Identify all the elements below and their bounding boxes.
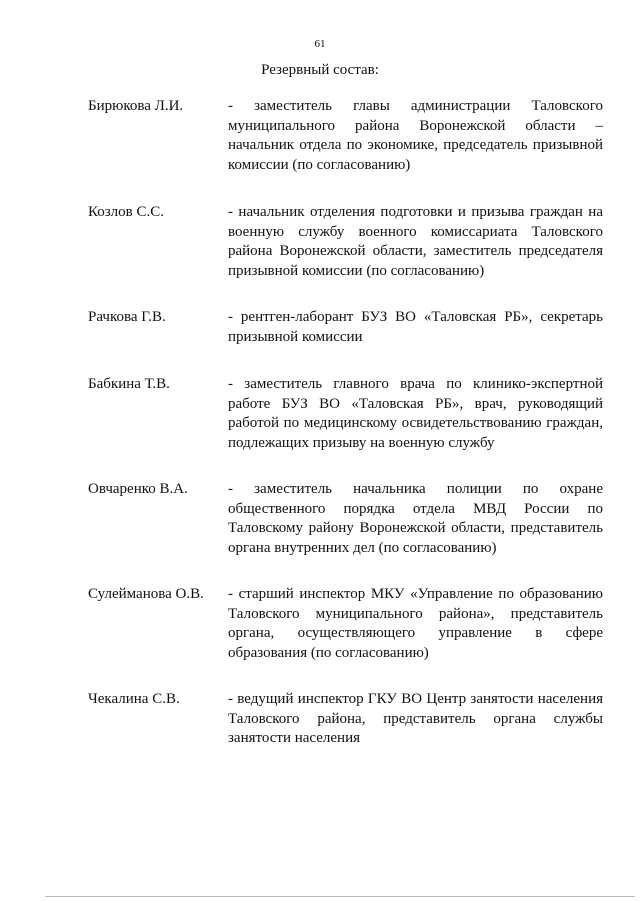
member-name: Сулейманова О.В. bbox=[88, 586, 204, 602]
member-entry bbox=[88, 690, 603, 749]
member-entry bbox=[88, 585, 603, 663]
member-name: Чекалина С.В. bbox=[88, 691, 180, 707]
section-title: Резервный состав: bbox=[261, 62, 379, 78]
bottom-rule bbox=[45, 896, 635, 897]
member-entry bbox=[88, 97, 603, 175]
member-role: - рентген-лаборант БУЗ ВО «Таловская РБ», секретарь призывной комиссии bbox=[228, 309, 603, 345]
member-name: Бабкина Т.В. bbox=[88, 376, 170, 392]
member-role: - старший инспектор МКУ «Управление по образованию Таловского муниципального района», представитель органа, осуществляющего управление в сфере образования (по согласованию) bbox=[228, 586, 603, 661]
member-entry bbox=[88, 308, 603, 347]
member-name: Козлов С.С. bbox=[88, 204, 165, 220]
members-list bbox=[88, 97, 603, 749]
member-name: Овчаренко В.А. bbox=[88, 481, 188, 497]
member-name: Бирюкова Л.И. bbox=[88, 98, 184, 114]
member-role: - заместитель начальника полиции по охране общественного порядка отдела МВД России по Таловскому району Воронежской области, представитель органа внутренних дел (по согласованию) bbox=[228, 481, 603, 556]
member-entry bbox=[88, 203, 603, 281]
member-role: - заместитель главы администрации Таловского муниципального района Воронежской области – начальник отдела по экономике, председатель призывной комиссии (по согласованию) bbox=[228, 98, 603, 173]
member-entry bbox=[88, 375, 603, 453]
member-role: - заместитель главного врача по клинико-экспертной работе БУЗ ВО «Таловская РБ», врач, руководящий работой по медицинскому освидетельствованию граждан, подлежащих призыву на военную службу bbox=[228, 376, 603, 451]
member-name: Рачкова Г.В. bbox=[88, 309, 166, 325]
member-entry bbox=[88, 480, 603, 558]
page-number: 61 bbox=[314, 38, 326, 50]
member-role: - начальник отделения подготовки и призыва граждан на военную службу военного комиссариата Таловского района Воронежской области, заместитель председателя призывной комиссии (по согласованию) bbox=[228, 204, 603, 279]
member-role: - ведущий инспектор ГКУ ВО Центр занятости населения Таловского района, представитель органа службы занятости населения bbox=[228, 691, 603, 746]
